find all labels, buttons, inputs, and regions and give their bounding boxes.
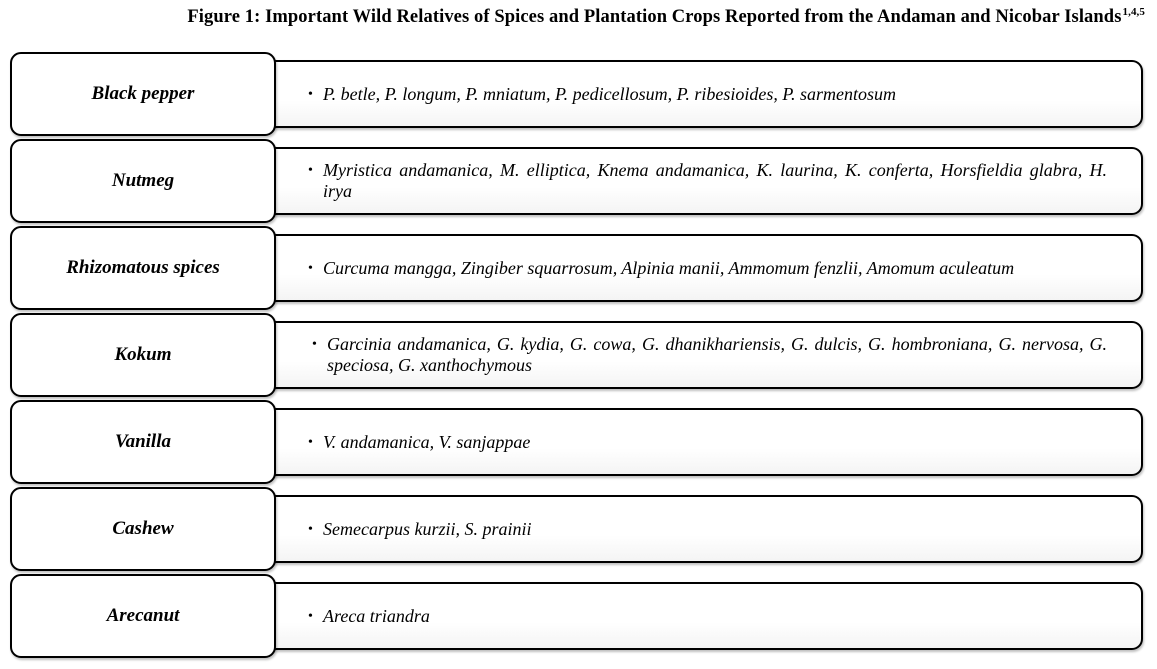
row-kokum bbox=[10, 313, 1145, 397]
relatives-list-vanilla: V. andamanica, V. sanjappae bbox=[323, 431, 531, 452]
bullet-icon: • bbox=[308, 521, 313, 537]
crop-label-nutmeg: Nutmeg bbox=[10, 139, 276, 223]
crop-label-kokum: Kokum bbox=[10, 313, 276, 397]
relatives-list-nutmeg: Myristica andamanica, M. elliptica, Knema andamanica, K. laurina, K. conferta, Horsfieldia glabra, H. irya bbox=[323, 160, 1107, 201]
relatives-box-nutmeg bbox=[272, 147, 1143, 215]
relatives-box-kokum bbox=[272, 321, 1143, 389]
crop-label-black-pepper: Black pepper bbox=[10, 52, 276, 136]
citation-superscript: 1,4,5 bbox=[1122, 6, 1145, 18]
row-vanilla bbox=[10, 400, 1145, 484]
bullet-icon: • bbox=[308, 163, 313, 178]
figure-title-text: Figure 1: Important Wild Relatives of Spices and Plantation Crops Reported from the Andaman and Nicobar Islands bbox=[187, 7, 1122, 27]
bullet-icon: • bbox=[308, 434, 313, 450]
crop-label-vanilla: Vanilla bbox=[10, 400, 276, 484]
bullet-icon: • bbox=[308, 260, 313, 276]
row-rhizomatous-spices bbox=[10, 226, 1145, 310]
crop-label-arecanut: Arecanut bbox=[10, 574, 276, 658]
relatives-list-rhizomatous-spices: Curcuma mangga, Zingiber squarrosum, Alpinia manii, Ammomum fenzlii, Amomum aculeatum bbox=[323, 257, 1015, 278]
row-arecanut bbox=[10, 574, 1145, 658]
relatives-box-rhizomatous-spices bbox=[272, 234, 1143, 302]
relatives-list-arecanut: Areca triandra bbox=[323, 605, 430, 626]
relatives-box-black-pepper bbox=[272, 60, 1143, 128]
relatives-box-vanilla bbox=[272, 408, 1143, 476]
row-black-pepper bbox=[10, 52, 1145, 136]
row-nutmeg bbox=[10, 139, 1145, 223]
relatives-box-arecanut bbox=[272, 582, 1143, 650]
relatives-list-kokum: Garcinia andamanica, G. kydia, G. cowa, G. dhanikhariensis, G. dulcis, G. hombroniana, G. nervosa, G. speciosa, G. xanthochymous bbox=[327, 334, 1107, 375]
relatives-box-cashew bbox=[272, 495, 1143, 563]
relatives-list-cashew: Semecarpus kurzii, S. prainii bbox=[323, 518, 532, 539]
figure-title bbox=[0, 6, 1145, 28]
bullet-icon: • bbox=[308, 608, 313, 624]
relatives-list-black-pepper: P. betle, P. longum, P. mniatum, P. pedicellosum, P. ribesioides, P. sarmentosum bbox=[323, 83, 897, 104]
crop-label-cashew: Cashew bbox=[10, 487, 276, 571]
row-cashew bbox=[10, 487, 1145, 571]
crop-label-rhizomatous-spices: Rhizomatous spices bbox=[10, 226, 276, 310]
bullet-icon: • bbox=[312, 337, 317, 352]
bullet-icon: • bbox=[308, 86, 313, 102]
